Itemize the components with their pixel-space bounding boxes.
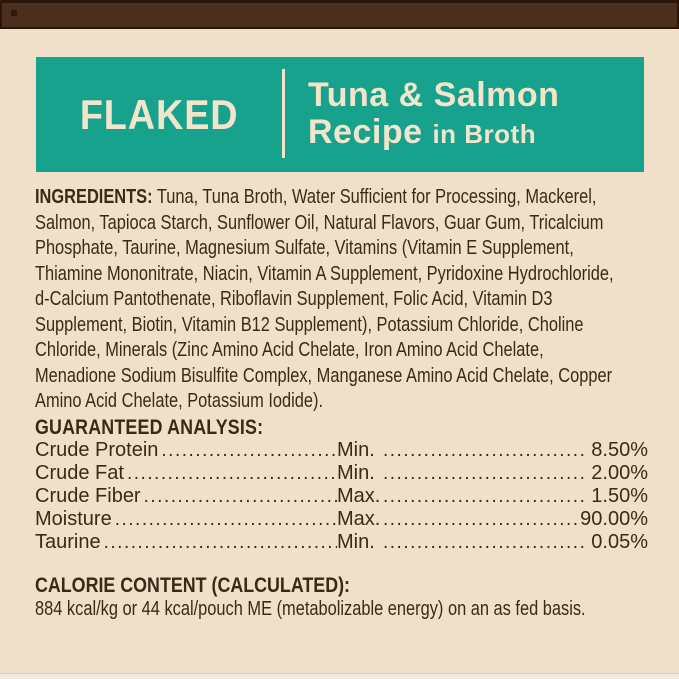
ingredients-section	[35, 184, 679, 414]
analysis-value: 2.00%	[591, 462, 648, 484]
analysis-row	[35, 485, 648, 508]
analysis-row	[35, 508, 648, 531]
banner-right	[285, 57, 644, 172]
analysis-row	[35, 531, 648, 554]
recipe-title-line2	[308, 115, 644, 151]
calorie-content-title: CALORIE CONTENT (CALCULATED):	[35, 574, 350, 597]
guaranteed-analysis-title: GUARANTEED ANALYSIS:	[35, 416, 264, 439]
calorie-content-text: 884 kcal/kg or 44 kcal/pouch ME (metabolizable energy) on an as fed basis.	[35, 598, 586, 620]
ingredients-line: Salmon, Tapioca Starch, Sunflower Oil, Natural Flavors, Guar Gum, Tricalcium	[35, 210, 604, 234]
ingredients-line: Amino Acid Chelate, Potassium Iodide).	[35, 389, 324, 412]
product-style-label: FLAKED	[79, 90, 239, 138]
analysis-value: 0.05%	[591, 531, 648, 553]
recipe-word: Recipe	[308, 113, 423, 151]
dot-leader	[383, 508, 577, 531]
analysis-value: 1.50%	[591, 485, 648, 507]
analysis-value: 90.00%	[580, 508, 648, 530]
band-dot	[11, 10, 17, 16]
dot-leader	[115, 508, 337, 531]
ingredients-line: Menadione Sodium Bisulfite Complex, Manganese Amino Acid Chelate, Copper	[35, 363, 613, 387]
dot-leader	[383, 462, 588, 485]
ingredients-line: Phosphate, Taurine, Magnesium Sulfate, Vitamins (Vitamin E Supplement,	[35, 236, 574, 259]
analysis-value: 8.50%	[591, 439, 648, 461]
header-banner	[36, 57, 644, 172]
dot-leader	[383, 439, 588, 462]
ingredients-label: INGREDIENTS:	[35, 185, 153, 208]
ingredients-line: Supplement, Biotin, Vitamin B12 Supplement), Potassium Chloride, Choline	[35, 312, 584, 336]
analysis-row	[35, 439, 648, 462]
dot-leader	[383, 531, 588, 554]
analysis-limit: Max.	[337, 508, 381, 530]
analysis-label: Crude Fat	[35, 462, 124, 484]
analysis-label: Crude Protein	[35, 439, 159, 461]
ingredients-line: d-Calcium Pantothenate, Riboflavin Supplement, Folic Acid, Vitamin D3	[35, 287, 553, 310]
analysis-limit: Min.	[337, 439, 375, 461]
recipe-title-line1: Tuna & Salmon	[308, 76, 560, 114]
banner-left	[36, 57, 282, 172]
dot-leader	[127, 462, 337, 485]
ingredients-line: Thiamine Mononitrate, Niacin, Vitamin A Supplement, Pyridoxine Hydrochloride,	[35, 261, 614, 285]
ingredients-text: Tuna, Tuna Broth, Water Sufficient for Processing, Mackerel,	[156, 185, 597, 208]
ingredients-line: Chloride, Minerals (Zinc Amino Acid Chelate, Iron Amino Acid Chelate,	[35, 338, 544, 361]
recipe-suffix: in Broth	[432, 119, 537, 149]
analysis-limit: Min.	[337, 531, 375, 553]
package-top-band	[0, 0, 679, 29]
analysis-label: Taurine	[35, 531, 101, 553]
dot-leader	[161, 439, 337, 462]
analysis-row	[35, 462, 648, 485]
bottom-edge-strip	[0, 673, 679, 679]
analysis-label: Moisture	[35, 508, 112, 530]
analysis-label: Crude Fiber	[35, 485, 141, 507]
analysis-limit: Min.	[337, 462, 375, 484]
ingredients-line	[35, 184, 597, 210]
guaranteed-analysis-table	[35, 439, 648, 554]
dot-leader	[383, 485, 588, 508]
dot-leader	[144, 485, 337, 508]
dot-leader	[104, 531, 337, 554]
analysis-limit: Max.	[337, 485, 381, 507]
